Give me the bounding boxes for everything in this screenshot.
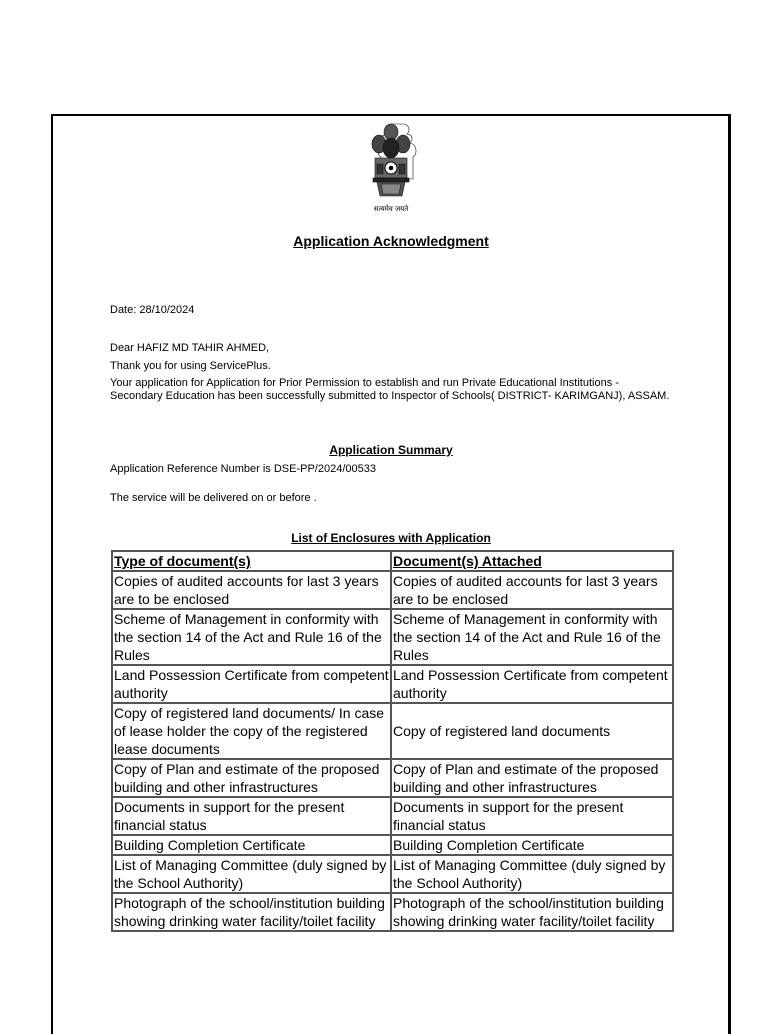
cell-type: Copy of registered land documents/ In case of lease holder the copy of the registered lease documents (112, 703, 391, 759)
table-row (112, 835, 673, 855)
page-title: Application Acknowledgment (293, 233, 489, 249)
cell-type: Scheme of Management in conformity with the section 14 of the Act and Rule 16 of the Rules (112, 609, 391, 665)
column-header-type: Type of document(s) (112, 551, 391, 571)
cell-attached: Copy of Plan and estimate of the proposed building and other infrastructures (391, 759, 673, 797)
cell-type: Photograph of the school/institution building showing drinking water facility/toilet facility (112, 893, 391, 931)
date-line: Date: 28/10/2024 (110, 304, 195, 316)
cell-type: Building Completion Certificate (112, 835, 391, 855)
cell-attached: Building Completion Certificate (391, 835, 673, 855)
national-emblem-icon (361, 120, 421, 218)
emblem-motto: सत्यमेव जयते (373, 205, 409, 213)
cell-attached: Scheme of Management in conformity with the section 14 of the Act and Rule 16 of the Rules (391, 609, 673, 665)
table-row (112, 609, 673, 665)
cell-type: Copies of audited accounts for last 3 years are to be enclosed (112, 571, 391, 609)
summary-heading: Application Summary (329, 443, 453, 457)
cell-attached: Copies of audited accounts for last 3 years are to be enclosed (391, 571, 673, 609)
table-row (112, 759, 673, 797)
enclosures-heading: List of Enclosures with Application (291, 531, 491, 545)
table-row (112, 571, 673, 609)
cell-type: Documents in support for the present financial status (112, 797, 391, 835)
thanks-line: Thank you for using ServicePlus. (110, 360, 271, 372)
cell-type: Land Possession Certificate from competent authority (112, 665, 391, 703)
table-row (112, 797, 673, 835)
cell-type: List of Managing Committee (duly signed by the School Authority) (112, 855, 391, 893)
table-row (112, 703, 673, 759)
submission-paragraph: Your application for Application for Prior Permission to establish and run Private Educational Institutions - Secondary Education has been successfully submitted to Inspector of Schools( DISTRICT- KARIMGANJ), ASSAM. (110, 377, 670, 402)
reference-number: Application Reference Number is DSE-PP/2024/00533 (110, 463, 376, 475)
cell-attached: Land Possession Certificate from competent authority (391, 665, 673, 703)
table-header-row (112, 551, 673, 571)
table-row (112, 855, 673, 893)
cell-attached: Photograph of the school/institution building showing drinking water facility/toilet facility (391, 893, 673, 931)
salutation: Dear HAFIZ MD TAHIR AHMED, (110, 342, 270, 354)
cell-type: Copy of Plan and estimate of the proposed building and other infrastructures (112, 759, 391, 797)
delivery-line: The service will be delivered on or before . (110, 492, 317, 504)
table-row (112, 893, 673, 931)
cell-attached: Documents in support for the present financial status (391, 797, 673, 835)
cell-attached: Copy of registered land documents (391, 703, 673, 759)
table-row (112, 665, 673, 703)
enclosures-table (111, 550, 674, 932)
cell-attached: List of Managing Committee (duly signed by the School Authority) (391, 855, 673, 893)
column-header-attached: Document(s) Attached (391, 551, 673, 571)
